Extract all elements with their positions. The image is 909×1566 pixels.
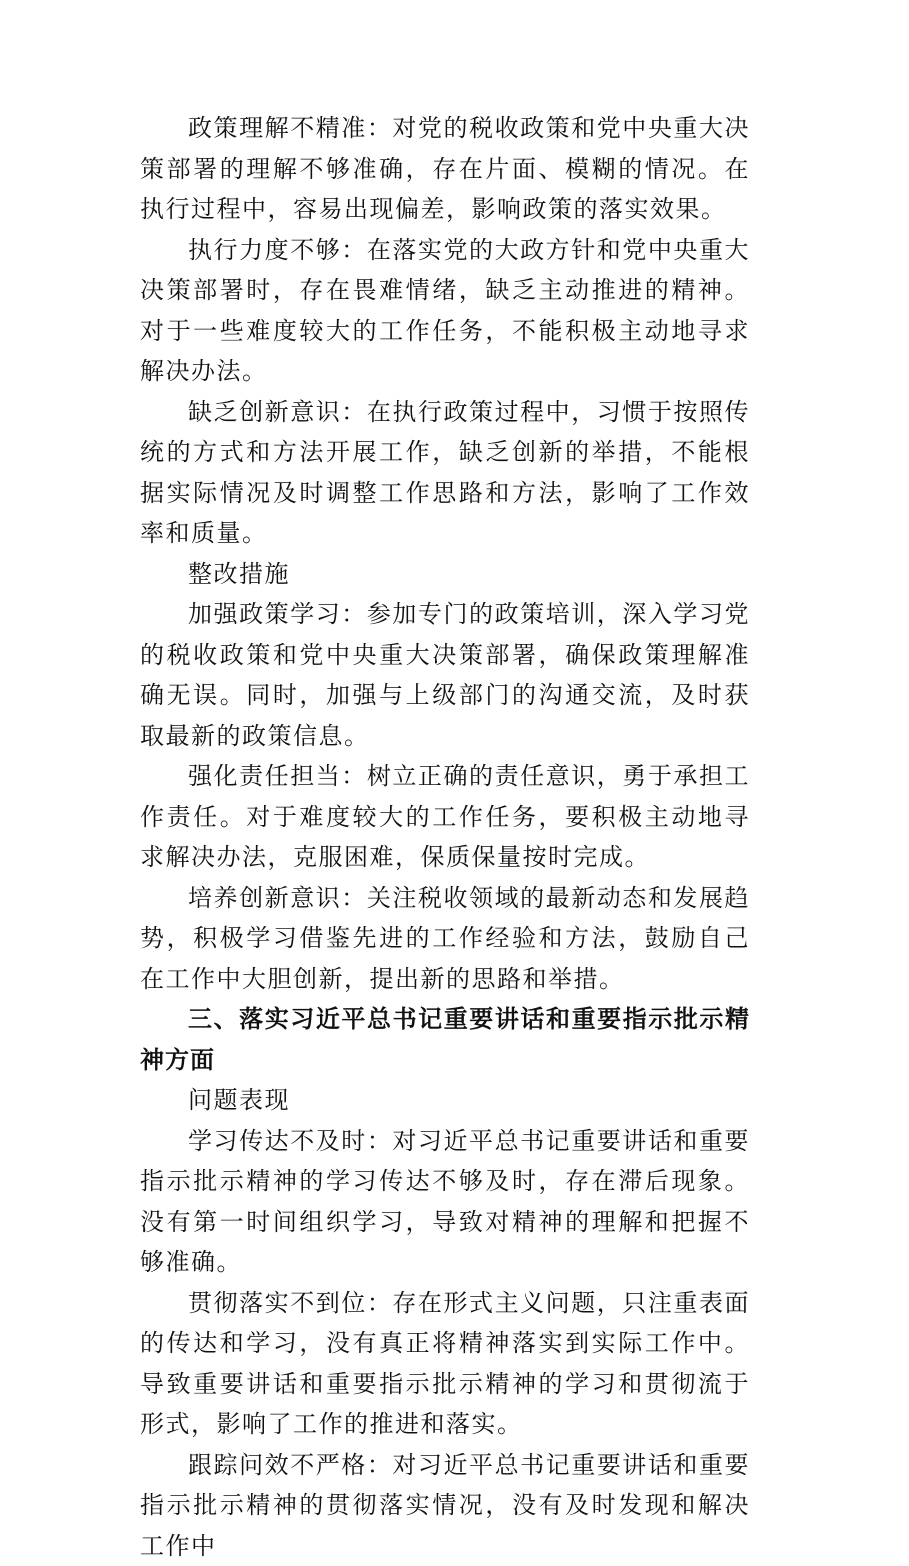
subheading-rectification-measures: 整改措施 — [140, 554, 750, 595]
paragraph-strengthen-policy-study: 加强政策学习：参加专门的政策培训，深入学习党的税收政策和党中央重大决策部署，确保政策理解准确无误。同时，加强与上级部门的沟通交流，及时获取最新的政策信息。 — [140, 594, 750, 756]
paragraph-cultivate-innovation: 培养创新意识：关注税收领域的最新动态和发展趋势，积极学习借鉴先进的工作经验和方法，鼓励自己在工作中大胆创新，提出新的思路和举措。 — [140, 878, 750, 1000]
paragraph-timely-study: 学习传达不及时：对习近平总书记重要讲话和重要指示批示精神的学习传达不够及时，存在滞后现象。没有第一时间组织学习，导致对精神的理解和把握不够准确。 — [140, 1121, 750, 1283]
paragraph-tracking-accountability: 跟踪问效不严格：对习近平总书记重要讲话和重要指示批示精神的贯彻落实情况，没有及时发现和解决工作中 — [140, 1445, 750, 1566]
paragraph-implementation: 贯彻落实不到位：存在形式主义问题，只注重表面的传达和学习，没有真正将精神落实到实际工作中。导致重要讲话和重要指示批示精神的学习和贯彻流于形式，影响了工作的推进和落实。 — [140, 1283, 750, 1445]
subheading-problem-performance: 问题表现 — [140, 1080, 750, 1121]
section-heading-three: 三、落实习近平总书记重要讲话和重要指示批示精神方面 — [140, 999, 750, 1080]
document-body — [140, 108, 750, 1566]
paragraph-execution-strength: 执行力度不够：在落实党的大政方针和党中央重大决策部署时，存在畏难情绪，缺乏主动推进的精神。对于一些难度较大的工作任务，不能积极主动地寻求解决办法。 — [140, 230, 750, 392]
paragraph-responsibility: 强化责任担当：树立正确的责任意识，勇于承担工作责任。对于难度较大的工作任务，要积极主动地寻求解决办法，克服困难，保质保量按时完成。 — [140, 756, 750, 878]
paragraph-innovation-lack: 缺乏创新意识：在执行政策过程中，习惯于按照传统的方式和方法开展工作，缺乏创新的举措，不能根据实际情况及时调整工作思路和方法，影响了工作效率和质量。 — [140, 392, 750, 554]
paragraph-policy-understanding: 政策理解不精准：对党的税收政策和党中央重大决策部署的理解不够准确，存在片面、模糊的情况。在执行过程中，容易出现偏差，影响政策的落实效果。 — [140, 108, 750, 230]
